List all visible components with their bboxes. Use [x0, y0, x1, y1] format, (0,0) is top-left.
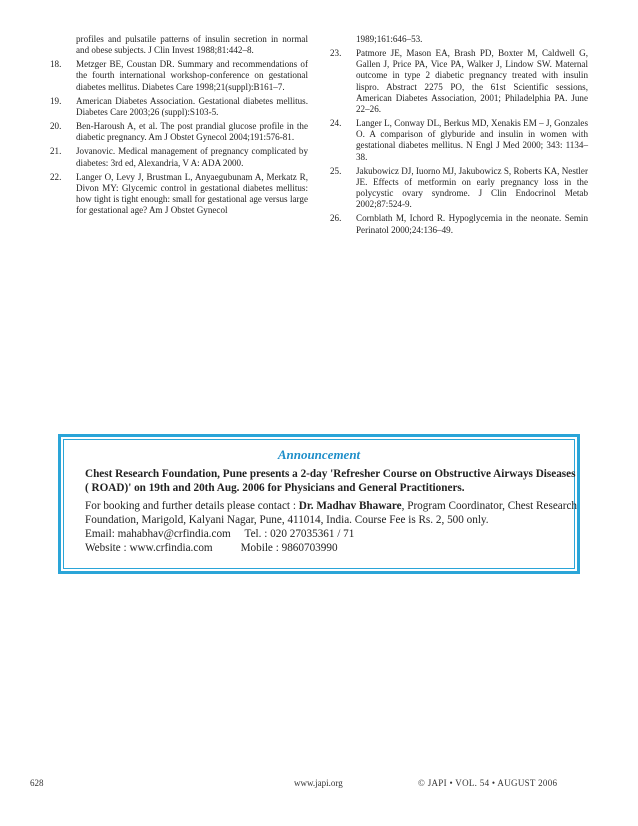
- reference-text: 1989;161:646–53.: [356, 34, 423, 44]
- reference-item: [50, 34, 308, 56]
- reference-number: 19.: [50, 95, 62, 106]
- footer-website-link[interactable]: www.japi.org: [294, 778, 343, 788]
- reference-number: 24.: [330, 118, 342, 129]
- reference-item: [330, 34, 588, 45]
- reference-item: [330, 166, 588, 211]
- reference-text: Patmore JE, Mason EA, Brash PD, Boxter M, Caldwell G, Gallen J, Price PA, Vice PA, Walker J, Lindow SW. Maternal outcome in type 2 diabetic pregnancy treated with insulin lispro. Abstract 2275 PO, the 61st Scientific sessions, American Diabetes Association, 2001; Philadelphia PA. June 22–26.: [356, 48, 588, 114]
- reference-item: [50, 172, 308, 217]
- reference-text: Jovanovic. Medical management of pregnancy complicated by diabetes: 3rd ed, Alexandria, V A: ADA 2000.: [76, 146, 308, 168]
- reference-number: 26.: [330, 213, 342, 224]
- reference-item: [50, 96, 308, 118]
- reference-text: Ben-Haroush A, et al. The post prandial glucose profile in the diabetic pregnancy. Am J Obstet Gynecol 2004;191:576-81.: [76, 121, 308, 143]
- announcement-line-1: Chest Research Foundation, Pune presents a 2-day 'Refresher Course on Obstructive Airways Diseases: [85, 468, 576, 480]
- reference-text: Langer L, Conway DL, Berkus MD, Xenakis EM – J, Gonzales O. A comparison of glyburide and insulin in women with gestational diabetes mellitus. N Engl J Med 2000; 343: 1134–38.: [356, 118, 588, 162]
- reference-number: 25.: [330, 165, 342, 176]
- announcement-line-3-post: , Program Coordinator, Chest Research: [401, 500, 578, 512]
- announcement-contact-website: Website : www.crfindia.com Mobile : 9860703990: [85, 542, 338, 554]
- contact-name: Dr. Madhav Bhaware: [298, 500, 402, 512]
- announcement-title: Announcement: [277, 447, 361, 462]
- announcement-line-3: [85, 499, 577, 513]
- references-left-column: [50, 34, 308, 219]
- reference-item: [50, 59, 308, 92]
- reference-text: Langer O, Levy J, Brustman L, Anyaegubunam A, Merkatz R, Divon MY: Glycemic control in gestational diabetes mellitus: how tight is tight enough: small for gestational age versus large for gestational age? Am J Obstet Gynecol: [76, 171, 308, 216]
- reference-item: [330, 213, 588, 235]
- announcement-contact-email: Email: mahabhav@crfindia.com Tel. : 020 27035361 / 71: [85, 528, 355, 540]
- reference-text: American Diabetes Association. Gestational diabetes mellitus. Diabetes Care 2003;26 (suppl):S103-5.: [76, 95, 308, 117]
- announcement-line-4: Foundation, Marigold, Kalyani Nagar, Pune, 411014, India. Course Fee is Rs. 2, 500 only.: [85, 514, 489, 526]
- reference-number: 21.: [50, 146, 62, 157]
- reference-text: Jakubowicz DJ, Iuorno MJ, Jakubowicz S, Roberts KA, Nestler JE. Effects of metformin on early pregnancy loss in the polycystic ovary syndrome. J Clin Endocrinol Metab 2002;87:524-9.: [356, 165, 588, 210]
- reference-text: Metzger BE, Coustan DR. Summary and recommendations of the fourth international workshop-conference on gestational diabetes mellitus. Diabetes Care 1998;21(suppl):B161–7.: [76, 59, 308, 92]
- reference-text: profiles and pulsatile patterns of insulin secretion in normal and obese subjects. J Clin Invest 1988;81:442–8.: [76, 34, 308, 56]
- references-right-column: [330, 34, 588, 239]
- reference-item: [50, 121, 308, 143]
- reference-item: [330, 48, 588, 115]
- reference-number: 18.: [50, 59, 62, 70]
- announcement-box: [58, 434, 580, 574]
- reference-item: [50, 146, 308, 168]
- announcement-line-3-pre: For booking and further details please contact :: [85, 500, 299, 512]
- reference-number: 22.: [50, 171, 62, 182]
- reference-text: Cornblath M, Ichord R. Hypoglycemia in the neonate. Semin Perinatol 2000;24:136–49.: [356, 213, 588, 235]
- reference-number: 23.: [330, 48, 342, 59]
- page-number: 628: [30, 778, 44, 788]
- footer-journal-info: © JAPI • VOL. 54 • AUGUST 2006: [418, 778, 558, 788]
- reference-item: [330, 118, 588, 163]
- reference-number: 20.: [50, 121, 62, 132]
- announcement-line-2: ( ROAD)' on 19th and 20th Aug. 2006 for Physicians and General Practitioners.: [85, 482, 465, 494]
